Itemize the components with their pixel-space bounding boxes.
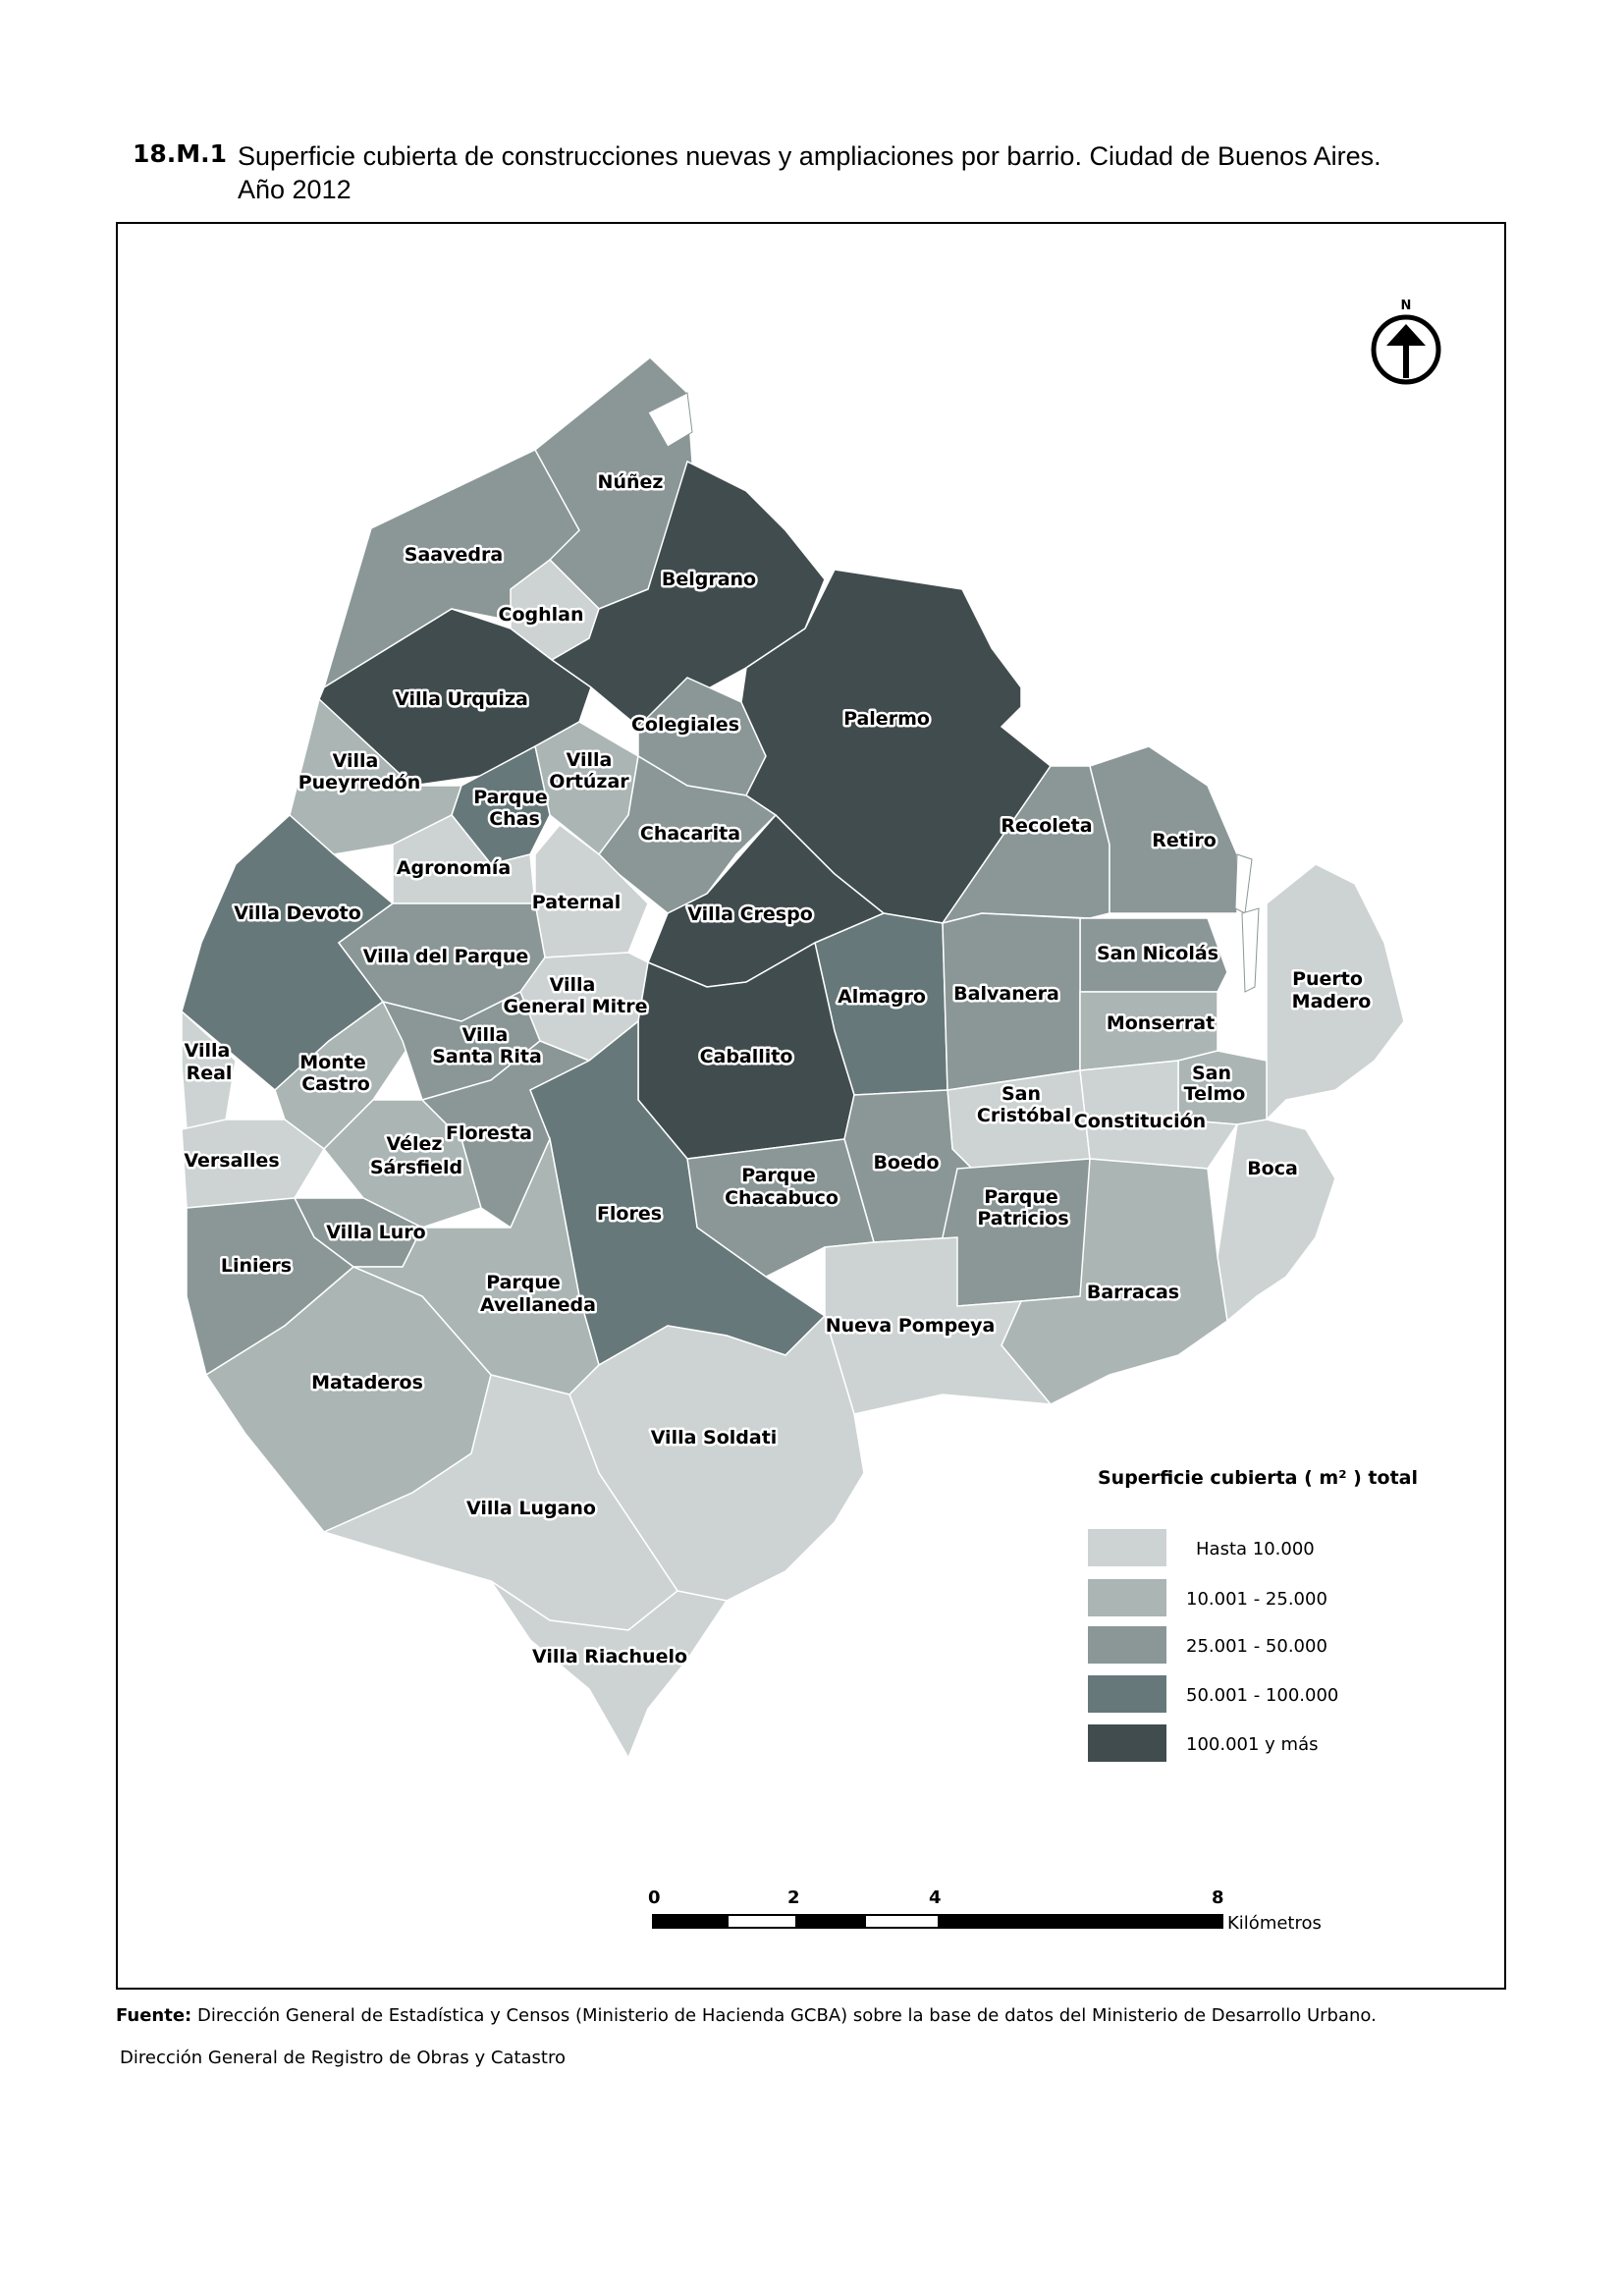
label-villa-devoto: Villa Devoto [234,902,361,924]
legend-label: Hasta 10.000 [1196,1539,1315,1559]
label-villa-urquiza: Villa Urquiza [395,688,528,710]
label-parque-chas-line2: Chas [489,808,540,830]
label-san-cristobal-line2: Cristóbal [976,1105,1072,1126]
north-arrow-icon [1374,299,1438,382]
legend-label: 25.001 - 50.000 [1186,1636,1327,1657]
source-label: Fuente: [116,2005,192,2026]
legend-label: 50.001 - 100.000 [1186,1685,1339,1706]
label-paternal: Paternal [531,892,622,913]
water-detail [1242,908,1259,992]
label-villa-crespo: Villa Crespo [687,903,813,925]
legend-swatch [1088,1724,1166,1762]
label-retiro: Retiro [1152,830,1217,851]
label-saavedra: Saavedra [404,544,504,566]
scale-bar-segment [653,1915,729,1928]
label-colegiales: Colegiales [630,714,740,736]
label-parque-avellaneda-line1: Parque [486,1272,561,1293]
label-villa-del-parque: Villa del Parque [362,946,529,967]
label-liniers: Liniers [220,1255,293,1277]
legend-title: Superficie cubierta ( m² ) total [1098,1467,1418,1489]
water-detail [1235,854,1252,913]
figure-number: 18.M.1 [133,139,228,168]
label-puerto-madero-line1: Puerto [1292,968,1363,990]
label-almagro: Almagro [838,986,926,1008]
label-villa-ortuzar-line1: Villa [566,749,613,771]
label-monte-castro-line1: Monte [299,1052,366,1073]
neighborhood-parque-patricios[interactable] [943,1159,1090,1306]
label-villa-ortuzar-line2: Ortúzar [549,771,629,793]
source-text: Dirección General de Estadística y Censos (Ministerio de Hacienda GCBA) sobre la base de datos del Ministerio de Desarrollo Urbano. [196,2005,1377,2026]
legend-label: 100.001 y más [1186,1734,1319,1755]
label-parque-chas-line1: Parque [473,787,548,808]
scale-bar-segment [795,1915,866,1928]
label-san-nicolas: San Nicolás [1096,943,1219,964]
label-villa-santa-rita-line2: Santa Rita [432,1046,542,1067]
label-villa-real-line1: Villa [184,1040,231,1062]
scale-bar [653,1915,1222,1928]
label-nueva-pompeya: Nueva Pompeya [825,1315,996,1337]
neighborhood-boca[interactable] [1218,1120,1335,1321]
label-coghlan: Coghlan [498,604,584,626]
legend-label: 10.001 - 25.000 [1186,1589,1327,1610]
label-floresta: Floresta [445,1122,533,1144]
label-parque-chacabuco-line1: Parque [741,1165,816,1186]
label-villa-santa-rita-line1: Villa [461,1024,509,1046]
source-note-2: Dirección General de Registro de Obras y Catastro [120,2048,566,2068]
label-parque-chacabuco-line2: Chacabuco [725,1187,839,1209]
figure-title-line1: Superficie cubierta de construcciones nuevas y ampliaciones por barrio. Ciudad de Buenos Aires. [238,141,1381,171]
legend-swatch [1088,1529,1166,1566]
scale-tick-2: 2 [787,1887,800,1908]
label-puerto-madero-line2: Madero [1291,991,1372,1012]
figure-title-line2: Año 2012 [238,175,352,204]
label-san-telmo-line1: San [1191,1063,1232,1084]
label-palermo: Palermo [843,708,930,730]
scale-tick-0: 0 [648,1887,661,1908]
label-versalles: Versalles [184,1150,280,1172]
label-nunez: Núñez [597,471,664,493]
legend-swatch [1088,1626,1166,1664]
label-monserrat: Monserrat [1106,1012,1216,1034]
label-villa-real-line2: Real [186,1063,233,1084]
legend-swatch [1088,1579,1166,1616]
legend-swatch [1088,1675,1166,1713]
label-villa-lugano: Villa Lugano [466,1498,596,1519]
scale-unit: Kilómetros [1227,1913,1322,1934]
north-label: N [1400,299,1412,313]
label-constitucion: Constitución [1073,1111,1207,1132]
label-agronomia: Agronomía [396,857,512,879]
label-velez-sarsfield-line2: Sársfield [369,1157,463,1178]
label-barracas: Barracas [1086,1282,1180,1303]
label-parque-patricios-line2: Patricios [977,1208,1069,1230]
label-monte-castro-line2: Castro [301,1073,370,1095]
label-parque-avellaneda-line2: Avellaneda [480,1294,596,1316]
label-villa-general-mitre-line1: Villa [549,974,596,996]
label-villa-pueyrredon-line2: Pueyrredón [298,772,421,793]
label-chacarita: Chacarita [639,823,741,845]
label-balvanera: Balvanera [953,983,1059,1005]
label-villa-general-mitre-line2: General Mitre [503,996,648,1017]
label-boca: Boca [1247,1158,1298,1179]
label-villa-luro: Villa Luro [326,1222,426,1243]
label-san-cristobal-line1: San [1001,1083,1042,1105]
label-san-telmo-line2: Telmo [1183,1083,1246,1105]
label-mataderos: Mataderos [311,1372,423,1394]
label-caballito: Caballito [699,1046,793,1067]
label-velez-sarsfield-line1: Vélez [386,1133,443,1155]
label-villa-soldati: Villa Soldati [650,1427,778,1449]
scale-tick-4: 4 [929,1887,942,1908]
source-note [116,2005,1569,2026]
label-recoleta: Recoleta [1001,815,1093,837]
label-belgrano: Belgrano [661,569,757,590]
scale-bar-segment [938,1915,1222,1928]
label-villa-riachuelo: Villa Riachuelo [531,1646,688,1667]
label-villa-pueyrredon-line1: Villa [332,750,379,772]
label-boedo: Boedo [873,1152,940,1174]
scale-tick-8: 8 [1212,1887,1224,1908]
label-parque-patricios-line1: Parque [984,1186,1058,1208]
label-flores: Flores [596,1203,663,1225]
